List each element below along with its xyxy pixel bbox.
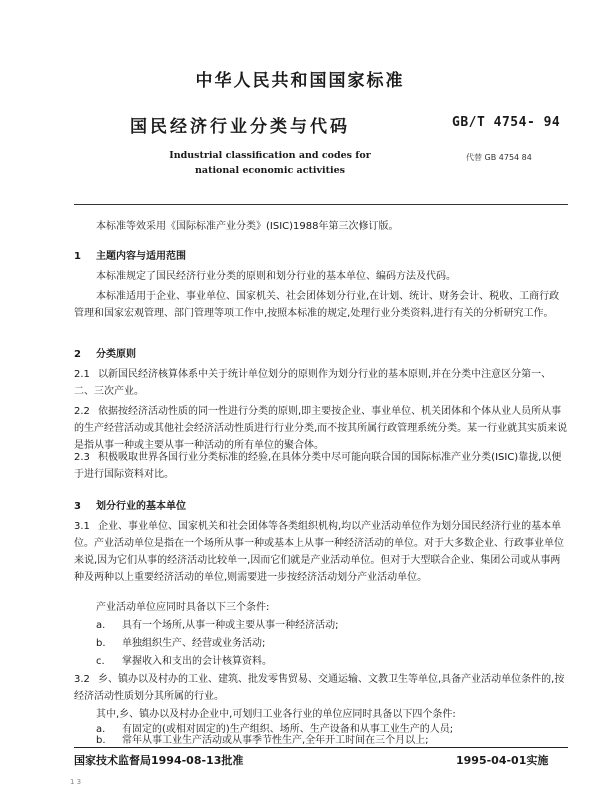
list-item-text: 单独组织生产、经营或业务活动; <box>122 638 266 649</box>
footer-divider <box>74 747 568 748</box>
list-item <box>96 734 568 747</box>
clause-3-1-lead: 产业活动单位应同时具备以下三个条件: <box>96 602 270 613</box>
section-1-heading <box>74 247 186 262</box>
clause-3-2-text: 乡、镇办以及村办的工业、建筑、批发零售贸易、交通运输、文教卫生等单位,具备产业活动单位条件的,按经济活动性质划分其所属的行业。 <box>74 674 565 702</box>
approval-date: 国家技术监督局1994-08-13批准 <box>74 754 244 767</box>
clause-2-3-text: 积极吸取世界各国行业分类标准的经验,在具体分类中尽可能向联合国的国际标准产业分类(ISIC)靠拢,以便于进行国际资料对比。 <box>74 452 562 480</box>
clause-2-2-number: 2.2 <box>74 406 90 417</box>
section-1-paragraph-2: 本标准适用于企业、事业单位、国家机关、社会团体划分行业,在计划、统计、财务会计、税收、工商行政管理和国家宏观管理、部门管理等项工作中,按照本标准的规定,处理行业分类资料,进行有关的分析研究工作。 <box>74 291 560 319</box>
list-item <box>96 635 568 652</box>
section-2-title: 分类原则 <box>96 349 136 360</box>
list-item-text: 常年从事工业生产活动或从事季节性生产,全年开工时间在三个月以上; <box>122 735 429 746</box>
english-title <box>160 148 380 178</box>
section-3-title: 划分行业的基本单位 <box>96 501 186 512</box>
replaces-note: 代替 GB 4754 84 <box>466 153 532 162</box>
list-item-mark: c. <box>96 656 105 667</box>
section-1-title: 主题内容与适用范围 <box>96 251 186 262</box>
section-1-number: 1 <box>74 251 81 262</box>
standard-title: 国民经济行业分类与代码 <box>130 117 350 137</box>
list-item <box>96 617 568 634</box>
list-item-text: 具有一个场所,从事一种或主要从事一种经济活动; <box>122 620 339 631</box>
effective-date: 1995-04-01实施 <box>456 754 549 767</box>
list-item-mark: a. <box>96 620 106 631</box>
list-item-mark: a. <box>96 724 106 735</box>
list-item-mark: b. <box>96 735 106 746</box>
header-divider <box>74 204 568 205</box>
list-item-text: 有固定的(或相对固定的)生产组织、场所、生产设备和从事工业生产的人员; <box>122 724 454 735</box>
clause-3-1-number: 3.1 <box>74 521 90 532</box>
english-title-line-2: national economic activities <box>195 165 345 176</box>
clause-3-1-text: 企业、事业单位、国家机关和社会团体等各类组织机构,均以产业活动单位作为划分国民经济行业的基本单位。产业活动单位是指在一个场所从事一种或基本上从事一种经济活动的单位。对于大多数企业、行政事业单位来说,因为它们从事的经济活动比较单一,因而它们就是产业活动单位。但对于大型联合企业、集团公司或从事两种及两种以上重要经济活动的单位,则需要进一步按经济活动划分产业活动单位。 <box>74 521 564 583</box>
section-2-heading <box>74 345 136 360</box>
list-item-text: 掌握收入和支出的会计核算资料。 <box>122 656 272 667</box>
standard-number: GB/T 4754- 94 <box>452 115 561 130</box>
list-item-mark: b. <box>96 638 106 649</box>
english-title-line-1: Industrial classification and codes for <box>169 150 371 161</box>
clause-3-2 <box>74 671 568 705</box>
clause-3-2-lead: 其中,乡、镇办以及村办企业中,可划归工业各行业的单位应同时具备以下四个条件: <box>96 709 456 720</box>
clause-2-2-text: 依据按经济活动性质的同一性进行分类的原则,即主要按企业、事业单位、机关团体和个体从业人员所从事的生产经营活动或其他社会经济活动性质进行行业分类,而不按其所属行政管理系统分类。某一行业就其实质来说是指从事一种或主要从事一种活动的所有单位的聚合体。 <box>74 406 568 451</box>
clause-2-1-text: 以新国民经济核算体系中关于统计单位划分的原则作为划分行业的基本原则,并在分类中注意区分第一、二、三次产业。 <box>74 369 552 397</box>
section-2-number: 2 <box>74 349 81 360</box>
clause-3-1 <box>74 518 568 586</box>
clause-2-1-number: 2.1 <box>74 369 90 380</box>
page-mark: 1 3 <box>70 778 82 786</box>
clause-3-2-number: 3.2 <box>74 674 90 685</box>
intro-paragraph: 本标准等效采用《国际标准产业分类》(ISIC)1988年第三次修订版。 <box>96 221 399 232</box>
clause-2-2 <box>74 403 568 454</box>
national-standard-heading: 中华人民共和国国家标准 <box>195 71 405 91</box>
clause-2-3-number: 2.3 <box>74 452 90 463</box>
section-1-paragraph-1: 本标准规定了国民经济行业分类的原则和划分行业的基本单位、编码方法及代码。 <box>96 271 456 282</box>
list-item <box>96 653 568 670</box>
section-3-number: 3 <box>74 501 81 512</box>
clause-2-3 <box>74 449 568 483</box>
section-3-heading <box>74 497 186 512</box>
clause-2-1 <box>74 366 568 400</box>
